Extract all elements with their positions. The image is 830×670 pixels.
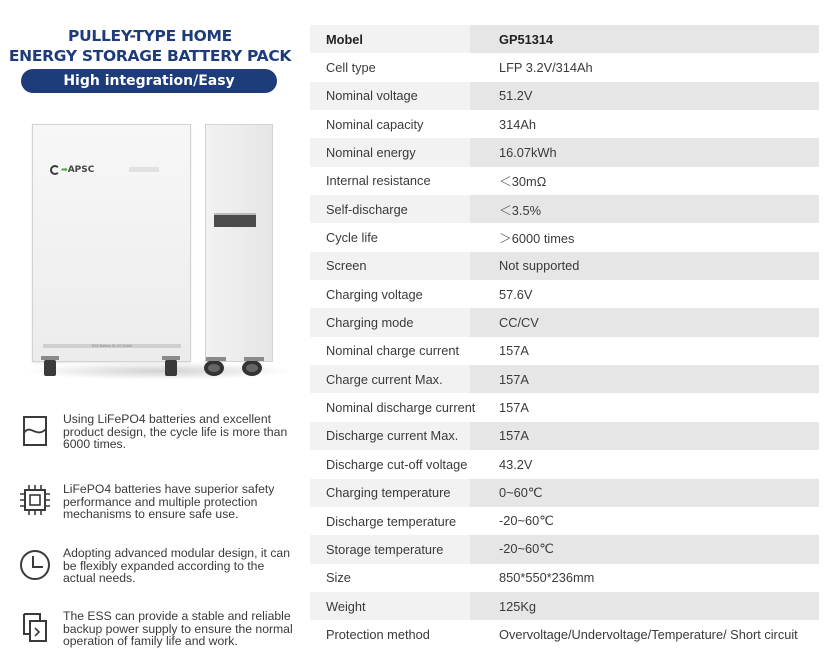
spec-row <box>310 252 819 280</box>
spec-key: Charging temperature <box>326 485 451 501</box>
spec-row <box>310 337 819 365</box>
spec-key: Nominal discharge current <box>326 400 476 416</box>
spec-row <box>310 308 819 336</box>
title-line-2: ENERGY STORAGE BATTERY PACK <box>8 47 292 65</box>
spec-row <box>310 450 819 478</box>
spec-value: 157A <box>470 365 819 393</box>
pull-handle <box>214 213 256 227</box>
spec-value: CC/CV <box>470 308 819 336</box>
spec-key: Nominal charge current <box>326 343 460 359</box>
side-wheel-right <box>242 360 262 376</box>
spec-value: 16.07kWh <box>470 138 819 166</box>
spec-value: 157A <box>499 343 529 359</box>
feature-text: Using LiFePO4 batteries and excellent product design, the cycle life is more than 6000 times. <box>63 412 288 452</box>
spec-row <box>310 535 819 563</box>
spec-value: 51.2V <box>470 82 819 110</box>
spec-key: Self-discharge <box>326 201 408 217</box>
spec-value: 57.6V <box>499 286 533 302</box>
spec-row <box>310 422 819 450</box>
battery-front-view <box>32 124 191 362</box>
spec-key: Protection method <box>326 626 430 642</box>
title-line-1: PULLEY-TYPE HOME <box>68 27 232 45</box>
chip-icon <box>18 483 52 517</box>
spec-key: Mobel <box>326 31 363 47</box>
spec-key: Screen <box>326 258 367 274</box>
front-wheel-right <box>165 360 177 376</box>
spec-row <box>310 195 819 223</box>
spec-row <box>310 53 819 81</box>
brand-logo: ➡APSC <box>50 165 94 175</box>
spec-row <box>310 620 819 648</box>
spec-key: Size <box>326 570 351 586</box>
spec-key: Cycle life <box>326 230 378 246</box>
spec-key: Charging voltage <box>326 286 423 302</box>
spec-key: Weight <box>326 598 366 614</box>
spec-value: 850*550*236mm <box>499 570 595 586</box>
spec-row <box>310 167 819 195</box>
spec-row <box>310 365 819 393</box>
battery-side-view <box>205 124 273 362</box>
backup-icon <box>18 610 52 644</box>
spec-value: 157A <box>470 422 819 450</box>
product-image <box>20 110 282 395</box>
spec-value: ＜3.5% <box>470 195 819 223</box>
spec-row <box>310 280 819 308</box>
spec-row <box>310 138 819 166</box>
spec-row <box>310 564 819 592</box>
spec-row <box>310 223 819 251</box>
model-tag <box>129 167 159 172</box>
side-wheel-left <box>204 360 224 376</box>
spec-row <box>310 110 819 138</box>
feature-text: LiFePO4 batteries have superior safety performance and multiple protection mechanisms to ensure safe use. <box>63 482 275 522</box>
spec-header-row <box>310 25 819 53</box>
spec-value: GP51314 <box>470 25 819 53</box>
clock-icon <box>18 547 52 581</box>
spec-value: 43.2V <box>499 456 533 472</box>
spec-key: Discharge current Max. <box>326 428 459 444</box>
spec-key: Discharge cut-off voltage <box>326 456 468 472</box>
spec-key: Storage temperature <box>326 541 444 557</box>
spec-value: 314Ah <box>499 116 537 132</box>
feature-text: The ESS can provide a stable and reliable backup power supply to ensure the normal operation of family life and work. <box>63 609 293 649</box>
tagline-pill: High integration/Easy installation <box>21 69 277 93</box>
spec-value: 125Kg <box>470 592 819 620</box>
spec-row <box>310 82 819 110</box>
spec-value: LFP 3.2V/314Ah <box>499 60 593 76</box>
spec-key: Charge current Max. <box>326 371 443 387</box>
spec-value: ＜30mΩ <box>499 174 547 190</box>
battery-cycle-icon <box>18 413 52 447</box>
left-panel <box>0 0 300 670</box>
spec-value: 0~60℃ <box>470 479 819 507</box>
brand-logo-text: APSC <box>67 165 95 175</box>
spec-table <box>310 25 819 649</box>
spec-key: Cell type <box>326 60 376 76</box>
spec-row <box>310 479 819 507</box>
spec-row <box>310 393 819 421</box>
spec-row <box>310 507 819 535</box>
spec-value: 157A <box>499 400 529 416</box>
feature-text: Adopting advanced modular design, it can be flexibly expanded according to the actual needs. <box>63 546 290 586</box>
spec-key: Discharge temperature <box>326 513 457 529</box>
spec-value: Not supported <box>470 252 819 280</box>
spec-key: Charging mode <box>326 315 414 331</box>
spec-value: -20~60℃ <box>499 513 554 529</box>
spec-value: Overvoltage/Undervoltage/Temperature/ Short circuit <box>499 626 798 642</box>
spec-row <box>310 592 819 620</box>
front-wheel-left <box>44 360 56 376</box>
spec-key: Nominal energy <box>326 145 416 161</box>
spec-value: ＞6000 times <box>499 231 575 247</box>
spec-key: Nominal capacity <box>326 116 424 132</box>
spec-key: Nominal voltage <box>326 88 418 104</box>
label-strip: ESS Battery 51.2V 314Ah <box>43 344 181 348</box>
spec-value: -20~60℃ <box>470 535 819 563</box>
spec-key: Internal resistance <box>326 173 431 189</box>
